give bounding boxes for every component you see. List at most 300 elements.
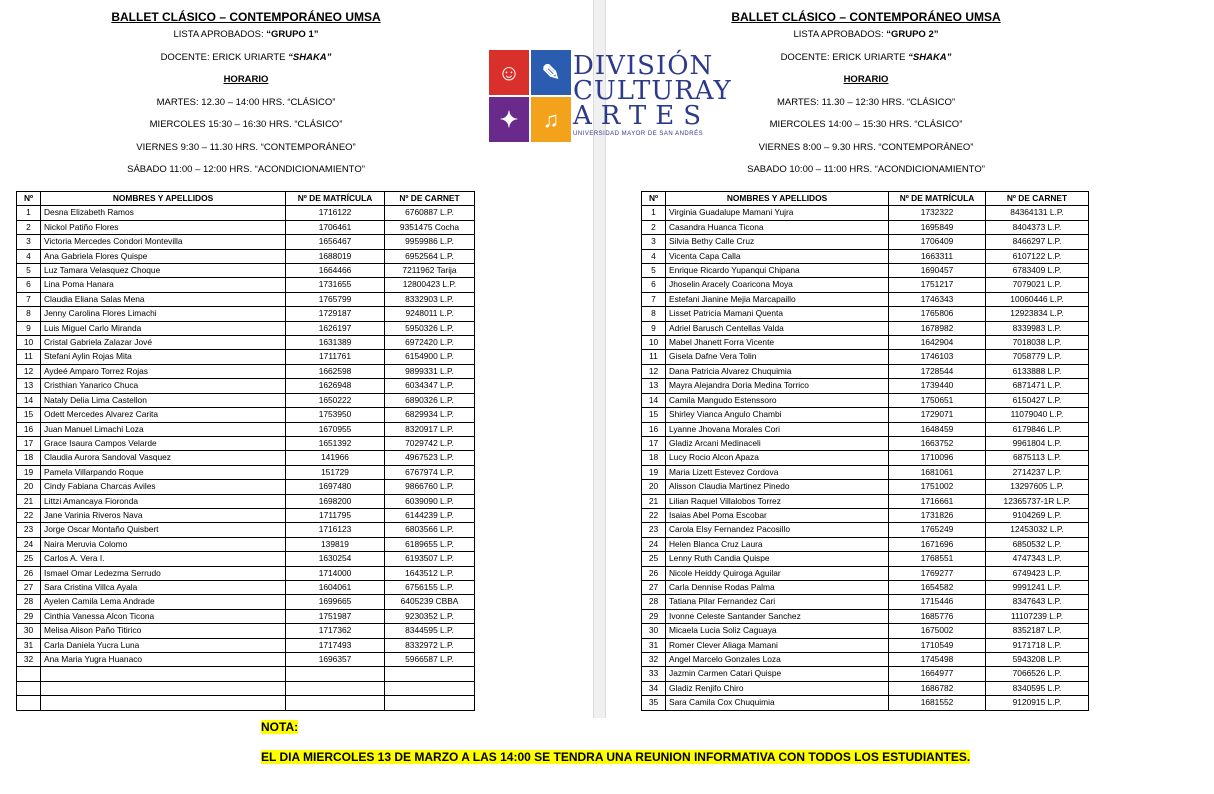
student-name: Claudia Aurora Sandoval Vasquez xyxy=(41,451,286,465)
group-2-schedule-3: VIERNES 8:00 – 9.30 HRS. “CONTEMPORÁNEO” xyxy=(758,141,974,153)
table-row xyxy=(17,508,475,522)
matricula-number: 1642904 xyxy=(889,336,986,350)
group-2-schedule-1: MARTES: 11.30 – 12:30 HRS. “CLÁSICO” xyxy=(776,96,956,108)
group-1-lista: LISTA APROBADOS: “GRUPO 1” xyxy=(173,29,319,40)
table-row xyxy=(17,249,475,263)
matricula-number: 1688019 xyxy=(286,249,385,263)
carnet-number: 8466297 L.P. xyxy=(986,235,1089,249)
matricula-number: 1664977 xyxy=(889,667,986,681)
row-number: 11 xyxy=(17,350,41,364)
table-row xyxy=(642,494,1089,508)
row-number: 28 xyxy=(17,595,41,609)
table-row xyxy=(642,206,1089,220)
logo-wordmark: DIVISIÓN CULTURAY ARTES UNIVERSIDAD MAYOR DE SAN ANDRÉS xyxy=(573,51,732,137)
group-1-docente: DOCENTE: ERICK URIARTE “SHAKA” xyxy=(160,51,332,63)
row-number: 2 xyxy=(642,220,666,234)
student-name xyxy=(41,667,286,681)
row-number: 10 xyxy=(17,336,41,350)
matricula-number xyxy=(286,696,385,710)
row-number xyxy=(17,681,41,695)
col-header-carnet: Nº DE CARNET xyxy=(986,192,1089,206)
carnet-number: 6107122 L.P. xyxy=(986,249,1089,263)
carnet-number: 2714237 L.P. xyxy=(986,465,1089,479)
carnet-number: 12923834 L.P. xyxy=(986,307,1089,321)
carnet-number: 8344595 L.P. xyxy=(385,624,475,638)
matricula-number: 1765249 xyxy=(889,523,986,537)
matricula-number: 1739440 xyxy=(889,379,986,393)
student-name: Cristhian Yanarico Chuca xyxy=(41,379,286,393)
row-number: 24 xyxy=(642,537,666,551)
student-name: Alisson Claudia Martinez Pinedo xyxy=(666,480,889,494)
theater-masks-icon: ☺ xyxy=(489,50,529,95)
row-number: 27 xyxy=(642,580,666,594)
student-name xyxy=(41,681,286,695)
row-number: 17 xyxy=(642,436,666,450)
table-row xyxy=(17,278,475,292)
carnet-number: 6972420 L.P. xyxy=(385,336,475,350)
matricula-number: 1751987 xyxy=(286,609,385,623)
carnet-number: 10060446 L.P. xyxy=(986,292,1089,306)
carnet-number: 11107239 L.P. xyxy=(986,609,1089,623)
carnet-number: 6952564 L.P. xyxy=(385,249,475,263)
table-row xyxy=(642,609,1089,623)
table-row xyxy=(17,580,475,594)
row-number: 14 xyxy=(17,393,41,407)
carnet-number: 9899331 L.P. xyxy=(385,364,475,378)
row-number: 2 xyxy=(17,220,41,234)
table-row xyxy=(642,523,1089,537)
carnet-number: 8332972 L.P. xyxy=(385,638,475,652)
table-row xyxy=(642,350,1089,364)
carnet-number: 6871471 L.P. xyxy=(986,379,1089,393)
matricula-number: 1717362 xyxy=(286,624,385,638)
matricula-number: 1710096 xyxy=(889,451,986,465)
student-name: Jhoselin Aracely Coaricona Moya xyxy=(666,278,889,292)
carnet-number: 6767974 L.P. xyxy=(385,465,475,479)
row-number: 4 xyxy=(642,249,666,263)
group-2-docente: DOCENTE: ERICK URIARTE “SHAKA” xyxy=(780,51,952,63)
matricula-number: 1678982 xyxy=(889,321,986,335)
carnet-number: 13297605 L.P. xyxy=(986,480,1089,494)
student-name: Carla Daniela Yucra Luna xyxy=(41,638,286,652)
table-row xyxy=(17,523,475,537)
table-row xyxy=(642,292,1089,306)
group-2-title: BALLET CLÁSICO – CONTEMPORÁNEO UMSA xyxy=(731,10,1001,24)
table-row xyxy=(17,364,475,378)
matricula-number: 1715446 xyxy=(889,595,986,609)
carnet-number: 12800423 L.P. xyxy=(385,278,475,292)
table-row xyxy=(17,624,475,638)
row-number: 22 xyxy=(642,508,666,522)
carnet-number: 9171718 L.P. xyxy=(986,638,1089,652)
student-name: Casandra Huanca Ticona xyxy=(666,220,889,234)
carnet-number: 6193507 L.P. xyxy=(385,552,475,566)
row-number: 20 xyxy=(642,480,666,494)
table-row xyxy=(17,494,475,508)
student-name: Aydeé Amparo Torrez Rojas xyxy=(41,364,286,378)
table-row xyxy=(642,624,1089,638)
carnet-number: 9991241 L.P. xyxy=(986,580,1089,594)
student-name: Stefani Aylin Rojas Mita xyxy=(41,350,286,364)
matricula-number: 1650222 xyxy=(286,393,385,407)
carnet-number: 4747343 L.P. xyxy=(986,552,1089,566)
row-number: 25 xyxy=(642,552,666,566)
student-name: Ana Gabriela Flores Quispe xyxy=(41,249,286,263)
matricula-number: 1745498 xyxy=(889,653,986,667)
table-row xyxy=(642,552,1089,566)
carnet-number: 8340595 L.P. xyxy=(986,681,1089,695)
student-name: Cristal Gabriela Zalazar Jové xyxy=(41,336,286,350)
student-name: Maria Lizett Estevez Cordova xyxy=(666,465,889,479)
student-name: Gladiz Renjifo Chiro xyxy=(666,681,889,695)
row-number: 14 xyxy=(642,393,666,407)
matricula-number: 1698200 xyxy=(286,494,385,508)
row-number: 34 xyxy=(642,681,666,695)
row-number: 8 xyxy=(17,307,41,321)
row-number: 15 xyxy=(642,408,666,422)
matricula-number: 1656467 xyxy=(286,235,385,249)
carnet-number xyxy=(385,667,475,681)
group-1-schedule-4: SÁBADO 11:00 – 12:00 HRS. “ACONDICIONAMIENTO” xyxy=(127,164,365,175)
table-row xyxy=(642,638,1089,652)
student-name: Gladiz Arcani Medinaceli xyxy=(666,436,889,450)
group-1-schedule-2: MIERCOLES 15:30 – 16:30 HRS. “CLÁSICO” xyxy=(149,119,343,130)
student-name: Dana Patricia Alvarez Chuquimia xyxy=(666,364,889,378)
row-number: 4 xyxy=(17,249,41,263)
row-number: 26 xyxy=(17,566,41,580)
carnet-number: 9248011 L.P. xyxy=(385,307,475,321)
dance-icon: ✦ xyxy=(489,97,529,142)
student-name: Romer Clever Aliaga Mamani xyxy=(666,638,889,652)
matricula-number: 1681552 xyxy=(889,696,986,710)
matricula-number: 1671696 xyxy=(889,537,986,551)
carnet-number: 6756155 L.P. xyxy=(385,580,475,594)
table-row xyxy=(642,436,1089,450)
carnet-number: 7079021 L.P. xyxy=(986,278,1089,292)
carnet-number: 6829934 L.P. xyxy=(385,408,475,422)
matricula-number: 1664466 xyxy=(286,264,385,278)
table-row xyxy=(17,292,475,306)
col-header-name: NOMBRES Y APELLIDOS xyxy=(666,192,889,206)
table-row xyxy=(642,393,1089,407)
group-1-schedule-3: VIERNES 9:30 – 11.30 HRS. “CONTEMPORÁNEO” xyxy=(136,141,356,153)
matricula-number: 1706409 xyxy=(889,235,986,249)
row-number: 10 xyxy=(642,336,666,350)
student-name: Nataly Delia Lima Castellon xyxy=(41,393,286,407)
student-name: Adriel Barusch Centellas Valda xyxy=(666,321,889,335)
student-name: Carla Dennise Rodas Palma xyxy=(666,580,889,594)
row-number: 19 xyxy=(642,465,666,479)
table-row xyxy=(17,537,475,551)
col-header-matricula: Nº DE MATRÍCULA xyxy=(889,192,986,206)
table-row xyxy=(642,595,1089,609)
table-row xyxy=(642,264,1089,278)
carnet-number: 6144239 L.P. xyxy=(385,508,475,522)
row-number: 18 xyxy=(642,451,666,465)
group-2-schedule-4: SABADO 10:00 – 11:00 HRS. “ACONDICIONAMIENTO” xyxy=(747,164,985,175)
table-header-row xyxy=(17,192,475,206)
student-name: Luis Miguel Carlo Miranda xyxy=(41,321,286,335)
student-name: Lisset Patricia Mamani Quenta xyxy=(666,307,889,321)
student-name: Angel Marcelo Gonzales Loza xyxy=(666,653,889,667)
carnet-number: 8339983 L.P. xyxy=(986,321,1089,335)
group-1-table xyxy=(16,191,475,711)
group-2-header xyxy=(641,0,1091,191)
carnet-number: 5943208 L.P. xyxy=(986,653,1089,667)
table-row xyxy=(17,393,475,407)
row-number: 5 xyxy=(642,264,666,278)
row-number: 3 xyxy=(17,235,41,249)
student-name: Victoria Mercedes Condori Montevilla xyxy=(41,235,286,249)
carnet-number: 9230352 L.P. xyxy=(385,609,475,623)
carnet-number: 6034347 L.P. xyxy=(385,379,475,393)
matricula-number: 139819 xyxy=(286,537,385,551)
row-number: 15 xyxy=(17,408,41,422)
row-number: 5 xyxy=(17,264,41,278)
carnet-number: 8347643 L.P. xyxy=(986,595,1089,609)
matricula-number: 1729071 xyxy=(889,408,986,422)
row-number: 27 xyxy=(17,580,41,594)
row-number: 28 xyxy=(642,595,666,609)
nota-text: EL DIA MIERCOLES 13 DE MARZO A LAS 14:00 SE TENDRA UNA REUNION INFORMATIVA CON TODOS LOS ESTUDIANTES. xyxy=(261,750,971,764)
row-number: 6 xyxy=(17,278,41,292)
table-row xyxy=(17,350,475,364)
row-number: 21 xyxy=(17,494,41,508)
matricula-number: 1751002 xyxy=(889,480,986,494)
row-number: 25 xyxy=(17,552,41,566)
student-name: Mabel Jhanett Forra Vicente xyxy=(666,336,889,350)
table-row xyxy=(17,480,475,494)
student-name: Jane Varinia Riveros Nava xyxy=(41,508,286,522)
student-name: Ana Maria Yugra Huanaco xyxy=(41,653,286,667)
carnet-number: 6783409 L.P. xyxy=(986,264,1089,278)
student-name: Shirley Vianca Angulo Chambi xyxy=(666,408,889,422)
matricula-number: 141966 xyxy=(286,451,385,465)
matricula-number: 1604061 xyxy=(286,580,385,594)
table-row xyxy=(17,667,475,681)
carnet-number: 8320917 L.P. xyxy=(385,422,475,436)
carnet-number: 6875113 L.P. xyxy=(986,451,1089,465)
matricula-number: 1663752 xyxy=(889,436,986,450)
carnet-number: 6133888 L.P. xyxy=(986,364,1089,378)
carnet-number: 6803566 L.P. xyxy=(385,523,475,537)
table-row xyxy=(17,451,475,465)
student-name: Jazmin Carmen Catari Quispe xyxy=(666,667,889,681)
table-row xyxy=(17,408,475,422)
table-row xyxy=(17,235,475,249)
matricula-number: 1685776 xyxy=(889,609,986,623)
matricula-number: 1750651 xyxy=(889,393,986,407)
student-name: Pamela Villarpando Roque xyxy=(41,465,286,479)
table-row xyxy=(17,336,475,350)
col-header-num: Nº xyxy=(642,192,666,206)
matricula-number: 1769277 xyxy=(889,566,986,580)
table-row xyxy=(642,220,1089,234)
matricula-number: 1731655 xyxy=(286,278,385,292)
matricula-number xyxy=(286,667,385,681)
row-number: 6 xyxy=(642,278,666,292)
matricula-number: 1714000 xyxy=(286,566,385,580)
row-number: 19 xyxy=(17,465,41,479)
music-note-icon: ♫ xyxy=(531,97,571,142)
matricula-number: 1699665 xyxy=(286,595,385,609)
student-name: Gisela Dafne Vera Tolin xyxy=(666,350,889,364)
table-row xyxy=(642,566,1089,580)
student-name: Virginia Guadalupe Mamani Yujra xyxy=(666,206,889,220)
group-1-section xyxy=(16,0,476,711)
row-number: 18 xyxy=(17,451,41,465)
row-number: 24 xyxy=(17,537,41,551)
matricula-number: 1695849 xyxy=(889,220,986,234)
carnet-number: 6189655 L.P. xyxy=(385,537,475,551)
matricula-number: 1626197 xyxy=(286,321,385,335)
matricula-number: 1716122 xyxy=(286,206,385,220)
row-number: 23 xyxy=(17,523,41,537)
table-row xyxy=(642,307,1089,321)
row-number: 16 xyxy=(17,422,41,436)
col-header-name: NOMBRES Y APELLIDOS xyxy=(41,192,286,206)
row-number: 22 xyxy=(17,508,41,522)
matricula-number: 1728544 xyxy=(889,364,986,378)
student-name: Jenny Carolina Flores Limachi xyxy=(41,307,286,321)
painting-icon: ✎ xyxy=(531,50,571,95)
student-name: Juan Manuel Limachi Loza xyxy=(41,422,286,436)
row-number: 30 xyxy=(642,624,666,638)
table-row xyxy=(642,336,1089,350)
carnet-number: 8332903 L.P. xyxy=(385,292,475,306)
row-number: 23 xyxy=(642,523,666,537)
matricula-number: 1746103 xyxy=(889,350,986,364)
logo-tiles xyxy=(489,50,571,142)
student-name: Ivonne Celeste Santander Sanchez xyxy=(666,609,889,623)
student-name: Tatiana Pilar Fernandez Cari xyxy=(666,595,889,609)
table-row xyxy=(642,580,1089,594)
table-row xyxy=(17,321,475,335)
group-2-table xyxy=(641,191,1089,711)
matricula-number: 1663311 xyxy=(889,249,986,263)
student-name: Lilian Raquel Villalobos Torrez xyxy=(666,494,889,508)
matricula-number: 1706461 xyxy=(286,220,385,234)
matricula-number: 1768551 xyxy=(889,552,986,566)
student-name: Sara Cristina Villca Ayala xyxy=(41,580,286,594)
student-name: Isaias Abel Poma Escobar xyxy=(666,508,889,522)
row-number xyxy=(17,696,41,710)
table-row xyxy=(17,436,475,450)
student-name: Camila Mangudo Estenssoro xyxy=(666,393,889,407)
student-name: Littzi Amancaya Fioronda xyxy=(41,494,286,508)
table-header-row xyxy=(642,192,1089,206)
matricula-number: 1662598 xyxy=(286,364,385,378)
matricula-number: 1697480 xyxy=(286,480,385,494)
carnet-number: 5966587 L.P. xyxy=(385,653,475,667)
student-name: Naira Meruvia Colomo xyxy=(41,537,286,551)
student-name: Nicole Heiddy Quiroga Aguilar xyxy=(666,566,889,580)
table-row xyxy=(642,422,1089,436)
group-1-horario-label: HORARIO xyxy=(223,74,269,85)
student-name xyxy=(41,696,286,710)
matricula-number: 1716661 xyxy=(889,494,986,508)
carnet-number: 6890326 L.P. xyxy=(385,393,475,407)
row-number: 11 xyxy=(642,350,666,364)
carnet-number: 6154900 L.P. xyxy=(385,350,475,364)
matricula-number: 1711795 xyxy=(286,508,385,522)
matricula-number: 1765799 xyxy=(286,292,385,306)
group-1-title: BALLET CLÁSICO – CONTEMPORÁNEO UMSA xyxy=(111,10,381,24)
matricula-number: 1710549 xyxy=(889,638,986,652)
carnet-number: 6749423 L.P. xyxy=(986,566,1089,580)
carnet-number: 4967523 L.P. xyxy=(385,451,475,465)
table-row xyxy=(17,638,475,652)
row-number: 26 xyxy=(642,566,666,580)
table-row xyxy=(642,465,1089,479)
table-row xyxy=(642,451,1089,465)
matricula-number: 1675002 xyxy=(889,624,986,638)
matricula-number: 1732322 xyxy=(889,206,986,220)
table-row xyxy=(17,465,475,479)
row-number: 31 xyxy=(17,638,41,652)
student-name: Helen Blanca Cruz Laura xyxy=(666,537,889,551)
matricula-number: 1626948 xyxy=(286,379,385,393)
col-header-matricula: Nº DE MATRÍCULA xyxy=(286,192,385,206)
student-name: Cinthia Vanessa Alcon Ticona xyxy=(41,609,286,623)
table-row xyxy=(642,278,1089,292)
matricula-number: 1696357 xyxy=(286,653,385,667)
group-1-schedule-1: MARTES: 12.30 – 14:00 HRS. “CLÁSICO” xyxy=(156,96,336,108)
carnet-number: 7018038 L.P. xyxy=(986,336,1089,350)
carnet-number: 8352187 L.P. xyxy=(986,624,1089,638)
matricula-number: 1690457 xyxy=(889,264,986,278)
row-number: 31 xyxy=(642,638,666,652)
matricula-number: 1681061 xyxy=(889,465,986,479)
table-row xyxy=(17,681,475,695)
table-row xyxy=(642,696,1089,710)
table-row xyxy=(642,653,1089,667)
matricula-number: 1670955 xyxy=(286,422,385,436)
student-name: Mayra Alejandra Doria Medina Torrico xyxy=(666,379,889,393)
row-number: 29 xyxy=(642,609,666,623)
carnet-number: 1643512 L.P. xyxy=(385,566,475,580)
matricula-number xyxy=(286,681,385,695)
matricula-number: 1631389 xyxy=(286,336,385,350)
student-name: Lucy Rocio Alcon Apaza xyxy=(666,451,889,465)
table-row xyxy=(642,249,1089,263)
table-row xyxy=(642,537,1089,551)
student-name: Ayelen Camila Lema Andrade xyxy=(41,595,286,609)
carnet-number: 7211962 Tarija xyxy=(385,264,475,278)
row-number: 20 xyxy=(17,480,41,494)
col-header-num: Nº xyxy=(17,192,41,206)
table-row xyxy=(642,321,1089,335)
table-row xyxy=(642,480,1089,494)
matricula-number: 1717493 xyxy=(286,638,385,652)
carnet-number: 9961804 L.P. xyxy=(986,436,1089,450)
carnet-number: 6760887 L.P. xyxy=(385,206,475,220)
row-number: 9 xyxy=(642,321,666,335)
matricula-number: 1648459 xyxy=(889,422,986,436)
row-number: 1 xyxy=(642,206,666,220)
row-number: 3 xyxy=(642,235,666,249)
matricula-number: 151729 xyxy=(286,465,385,479)
group-1-header xyxy=(16,0,476,191)
nota-label: NOTA: xyxy=(261,720,299,734)
student-name: Luz Tamara Velasquez Choque xyxy=(41,264,286,278)
matricula-number: 1711761 xyxy=(286,350,385,364)
matricula-number: 1686782 xyxy=(889,681,986,695)
carnet-number: 12453032 L.P. xyxy=(986,523,1089,537)
matricula-number: 1753950 xyxy=(286,408,385,422)
carnet-number: 6850532 L.P. xyxy=(986,537,1089,551)
student-name: Lenny Ruth Candia Quispe xyxy=(666,552,889,566)
